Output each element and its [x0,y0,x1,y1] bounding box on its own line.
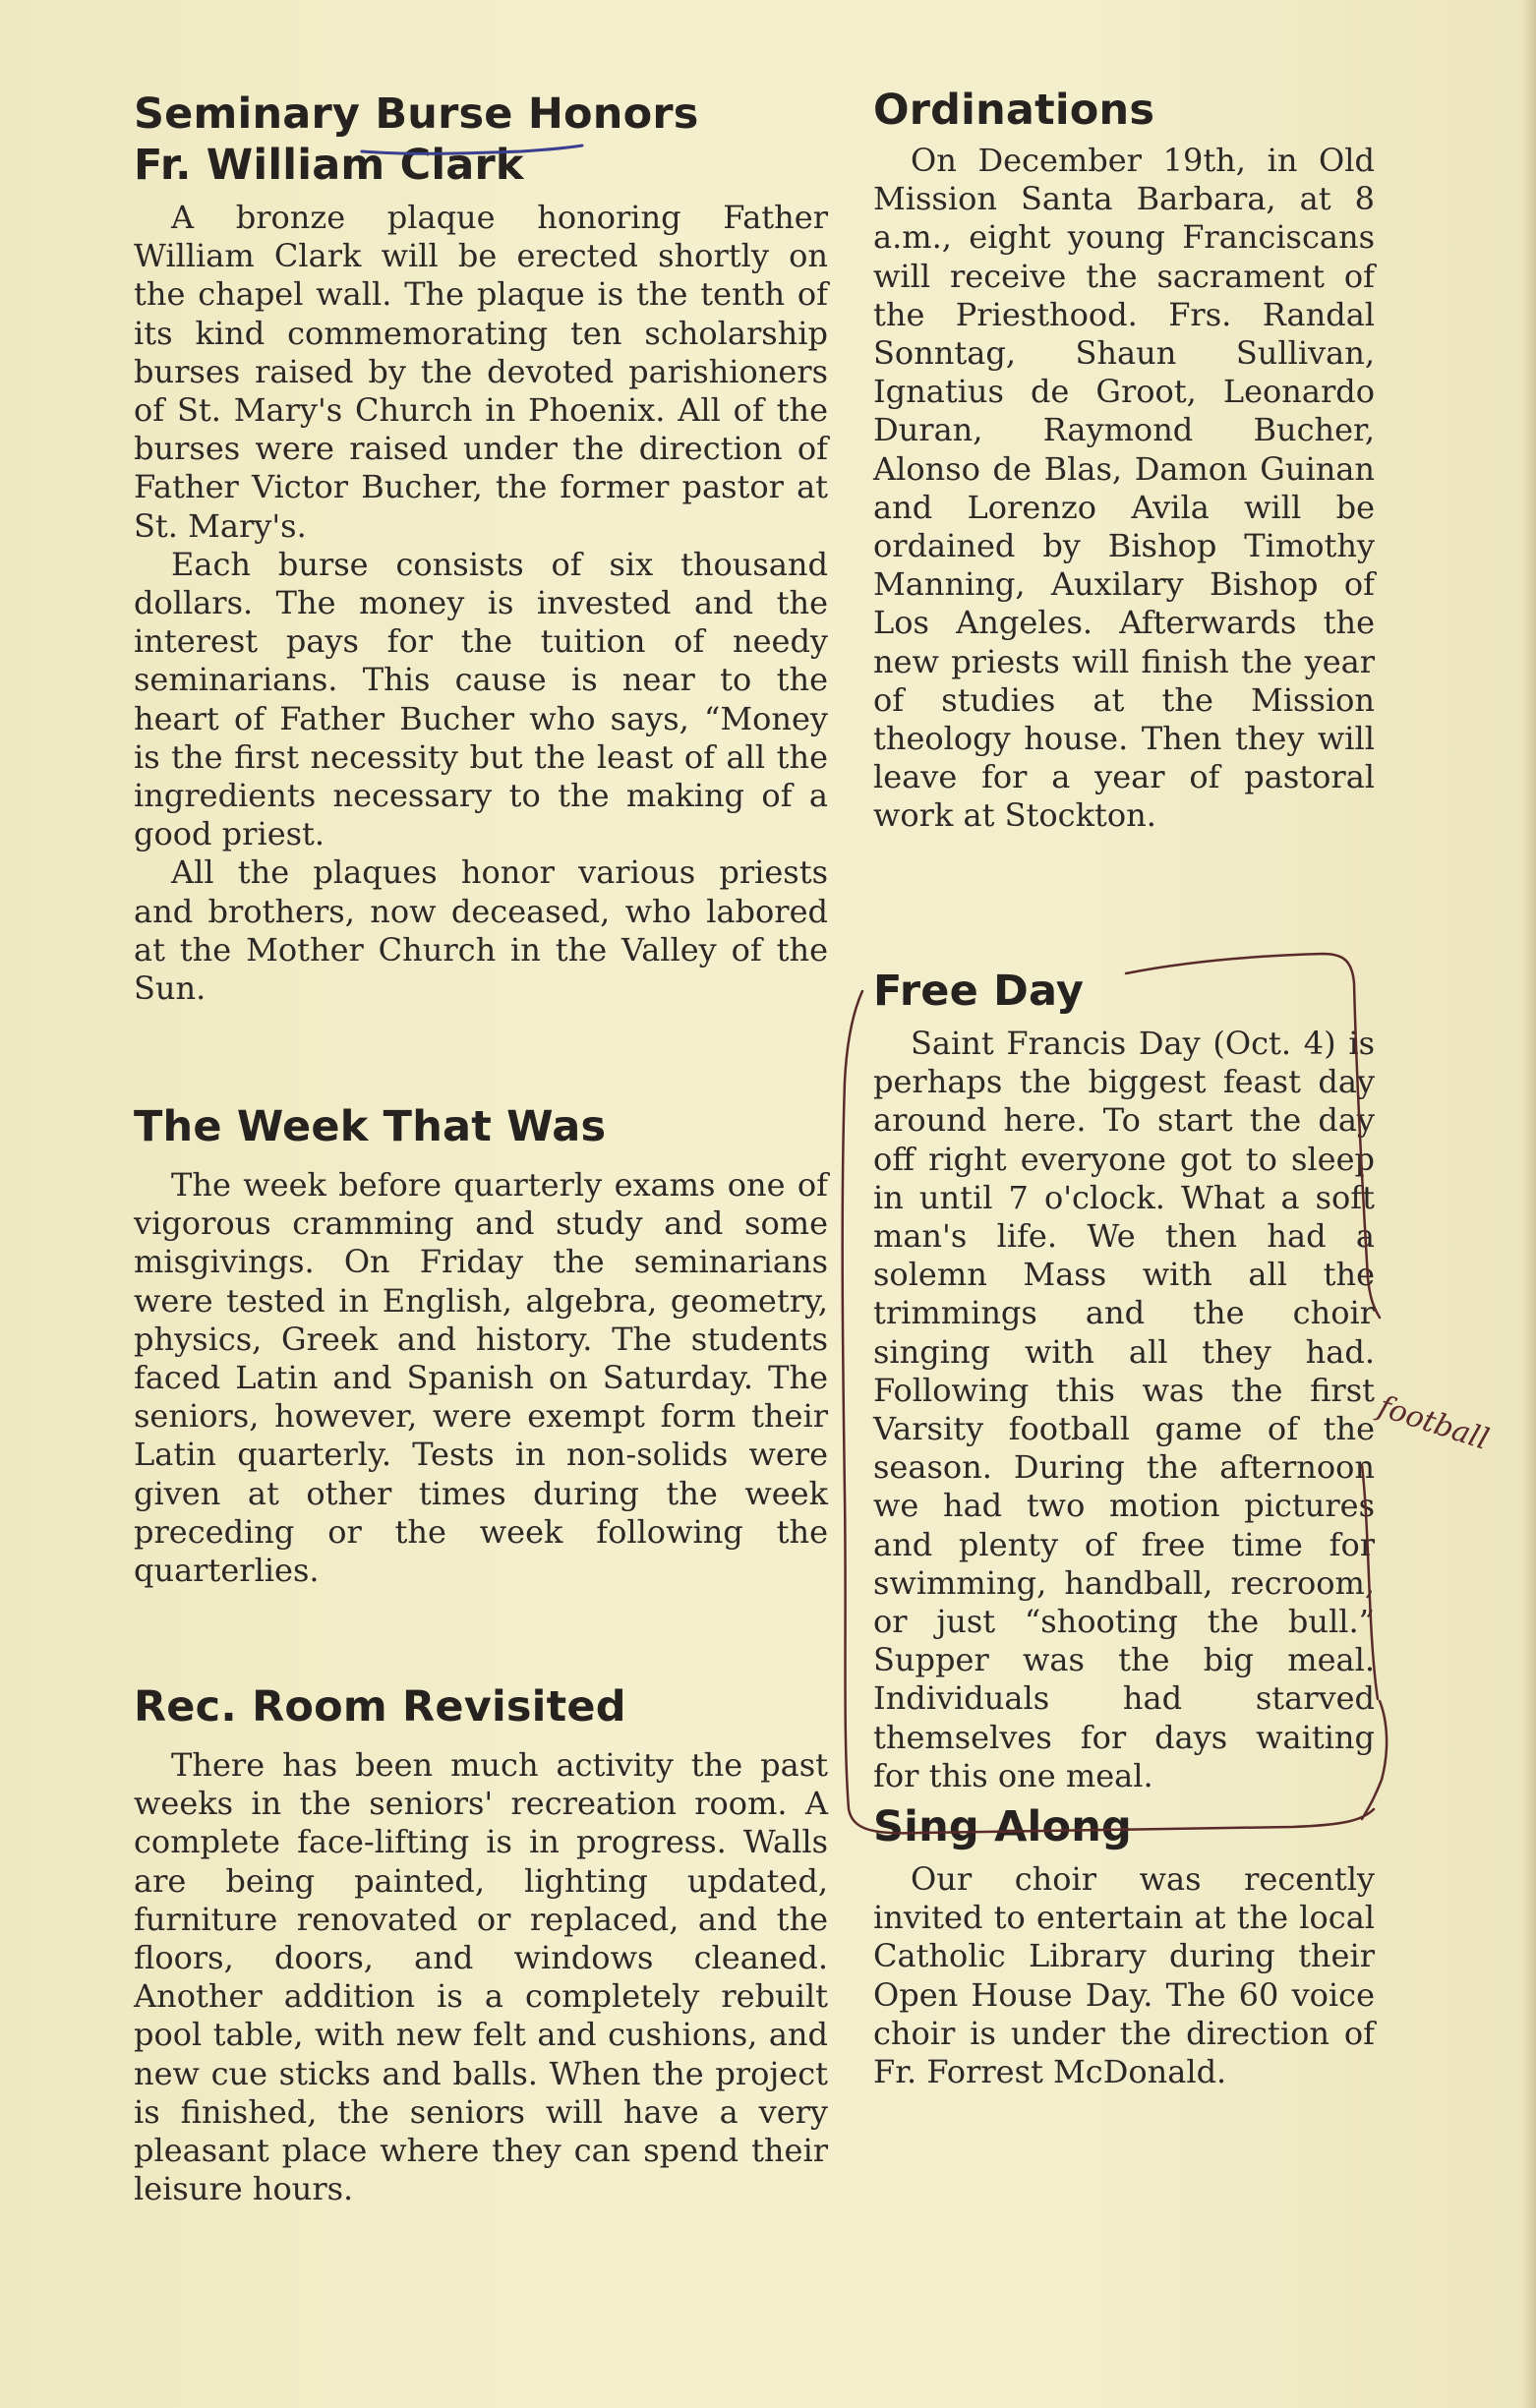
article-body [873,1860,1375,2091]
paragraph: The week before quarterly exams one of vigorous cramming and study and some misgivings. On Friday the seminarians were tested in English, algebra, geometry, physics, Greek and history. The students faced Latin and Spanish on Saturday. The seniors, however, were exempt form their Latin quarterly. Tests in non-solids were given at other times during the week preceding or the week following the quarterlies. [134,1166,828,1590]
page-edge [1522,0,1536,2408]
article-title: Sing Along [873,1802,1133,1851]
handwritten-note: football [1374,1389,1494,1457]
paragraph: A bronze plaque honoring Father William Clark will be erected shortly on the chapel wall. The plaque is the tenth of its kind commemorating ten scholarship burses raised by the devoted parishioners of St. Mary's Church in Phoenix. All of the burses were raised under the direction of Father Victor Bucher, the former pastor at St. Mary's. [134,199,828,545]
article-body [873,1025,1375,1795]
article-title: Free Day [873,967,1085,1016]
article-title: The Week That Was [134,1102,607,1151]
paragraph: Each burse consists of six thousand dollars. The money is invested and the interest pays for the tuition of needy seminarians. This cause is near to the heart of Father Bucher who says, “Money is the first necessity but the least of all the ingredients necessary to the making of a good priest. [134,545,828,853]
paragraph: On December 19th, in Old Mission Santa Barbara, at 8 a.m., eight young Franciscans will receive the sacrament of the Priesthood. Frs. Randal Sonntag, Shaun Sullivan, Ignatius de Groot, Leonardo Duran, Raymond Bucher, Alonso de Blas, Damon Guinan and Lorenzo Avila will be ordained by Bishop Timothy Manning, Auxilary Bishop of Los Angeles. Afterwards the new priests will finish the year of studies at the Mission theology house. Then they will leave for a year of pastoral work at Stockton. [873,142,1375,835]
article-burse [134,88,828,1008]
paragraph: All the plaques honor various priests and brothers, now deceased, who labored at the Mother Church in the Valley of the Sun. [134,853,828,1008]
paragraph: Saint Francis Day (Oct. 4) is perhaps the biggest feast day around here. To start the day off right everyone got to sleep in until 7 o'clock. What a soft man's life. We then had a solemn Mass with all the trimmings and the choir singing with all they had. Following this was the first Varsity football game of the season. During the afternoon we had two motion pictures and plenty of free time for swimming, handball, recroom, or just “shooting the bull.” Supper was the big meal. Individuals had starved themselves for days waiting for this one meal. [873,1025,1375,1794]
article-freeday [873,966,1375,1795]
article-body [134,1166,828,1590]
article-subtitle: Fr. William Clark [134,141,524,190]
article-title: Rec. Room Revisited [134,1682,626,1732]
article-ordinations [873,85,1375,836]
article-week [134,1101,828,1590]
article-recroom [134,1681,828,2208]
article-title: Seminary Burse Honors [134,89,699,139]
article-title: Ordinations [873,86,1155,135]
article-singalong [873,1801,1375,2091]
article-body [134,1746,828,2208]
article-body [134,199,828,1008]
paragraph: Our choir was recently invited to entertain at the local Catholic Library during their Open House Day. The 60 voice choir is under the direction of Fr. Forrest McDonald. [873,1860,1375,2091]
article-body [873,142,1375,836]
paragraph: There has been much activity the past weeks in the seniors' recreation room. A complete face-lifting is in progress. Walls are being painted, lighting updated, furniture renovated or replaced, and the floors, doors, and windows cleaned. Another addition is a completely rebuilt pool table, with new felt and cushions, and new cue sticks and balls. When the project is finished, the seniors will have a very pleasant place where they can spend their leisure hours. [134,1746,828,2208]
